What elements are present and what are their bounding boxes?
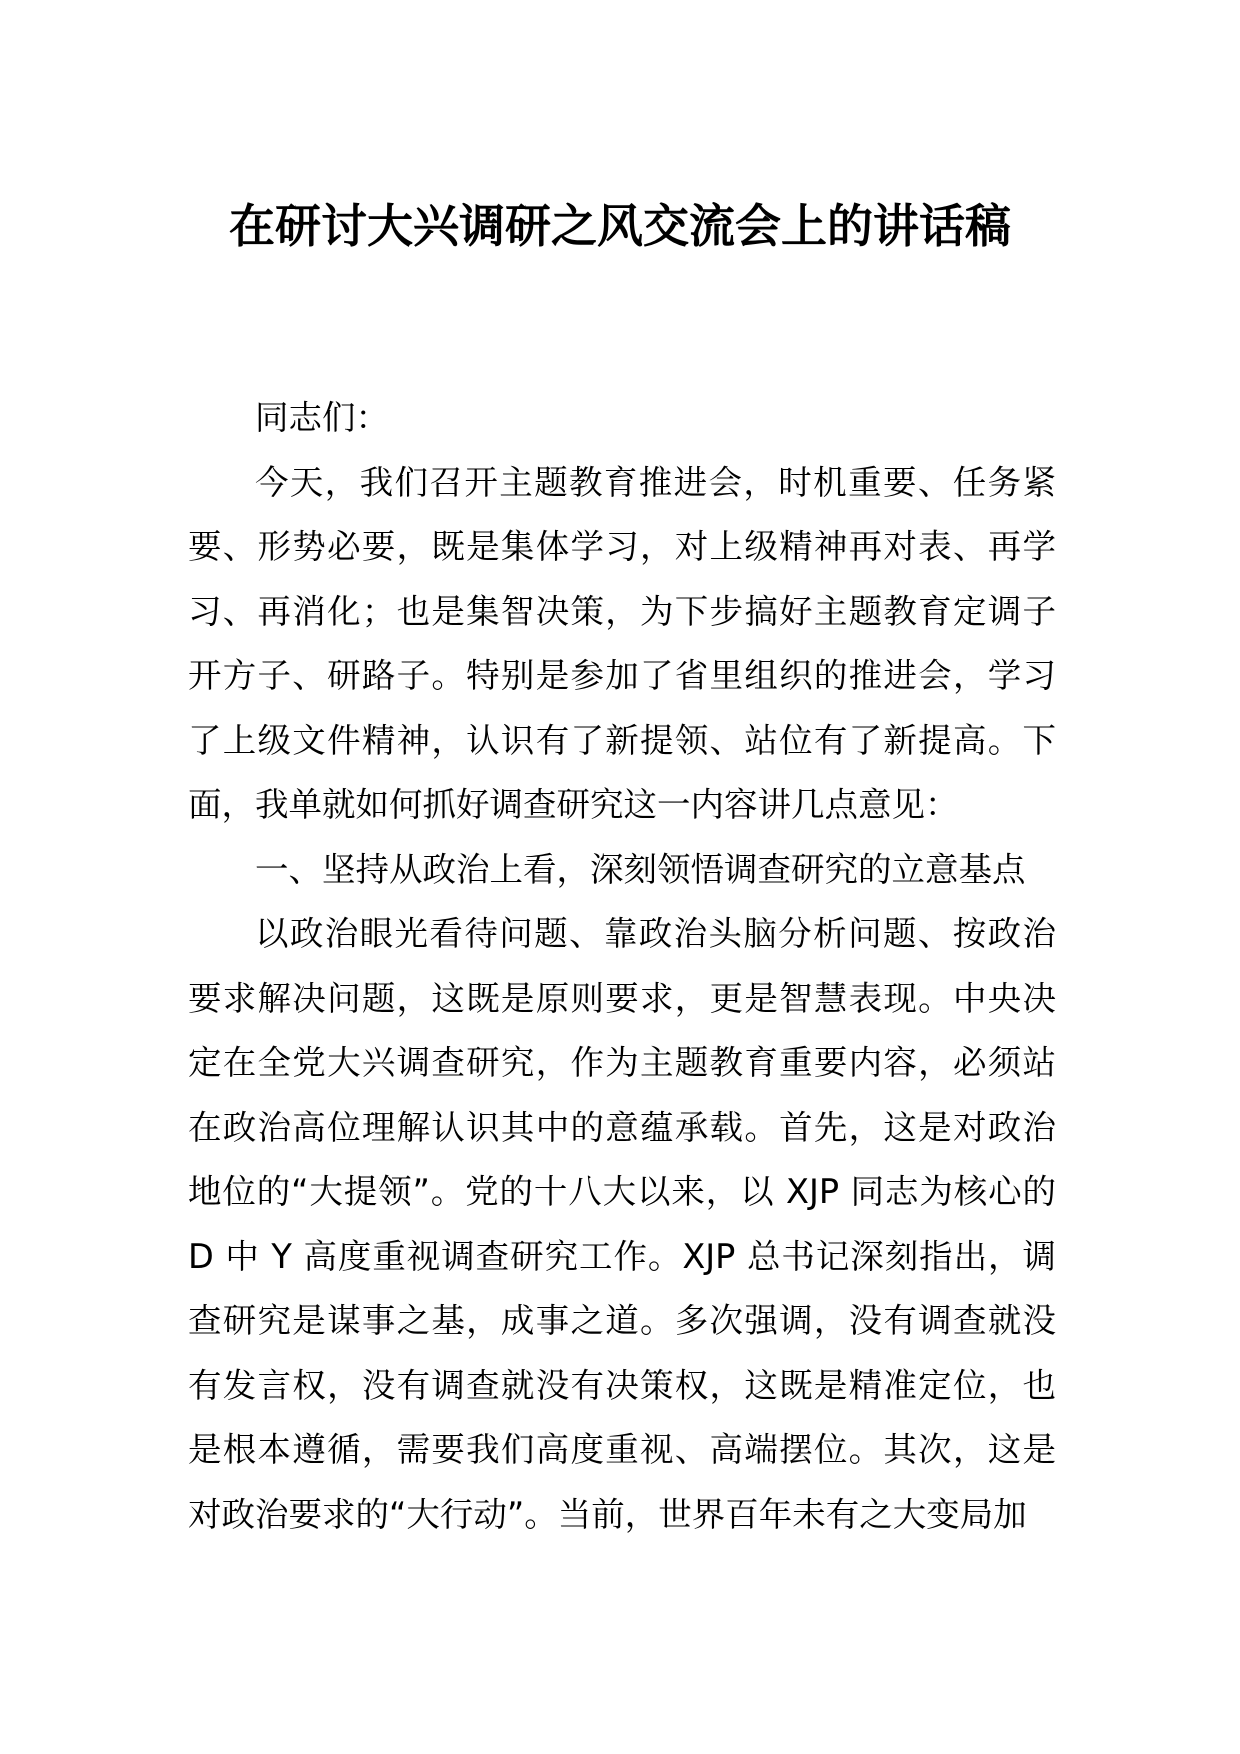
- section-heading-1: 一、坚持从政治上看，深刻领悟调查研究的立意基点: [255, 849, 1026, 889]
- salutation-paragraph: 同志们：: [255, 398, 389, 437]
- document-title: 在研讨大兴调研之风交流会上的讲话稿: [229, 199, 1011, 253]
- section-1-paragraph: 以政治眼光看待问题、靠政治头脑分析问题、按政治要求解决问题，这既是原则要求，更是智慧表现。中央决定在全党大兴调查研究，作为主题教育重要内容，必须站在政治高位理解认识其中的意蕴承载。首先，这是对政治地位的“大提领”。党的十八大以来，以 XJP 同志为核心的 D 中 Y 高度重视调查研究工作。XJP 总书记深刻指出，调查研究是谋事之基，成事之道。多次强调，没有调查就没有发言权，没有调查就没有决策权，这既是精准定位，也是根本遵循，需要我们高度重视、高端摆位。其次，这是对政治要求的“大行动”。当前，世界百年未有之大变局加: [188, 914, 1056, 1534]
- document-body: [188, 386, 1056, 1547]
- intro-paragraph: 今天，我们召开主题教育推进会，时机重要、任务紧要、形势必要，既是集体学习，对上级精神再对表、再学习、再消化；也是集智决策，为下步搞好主题教育定调子开方子、研路子。特别是参加了省里组织的推进会，学习了上级文件精神，认识有了新提领、站位有了新提高。下面，我单就如何抓好调查研究这一内容讲几点意见：: [188, 462, 1056, 824]
